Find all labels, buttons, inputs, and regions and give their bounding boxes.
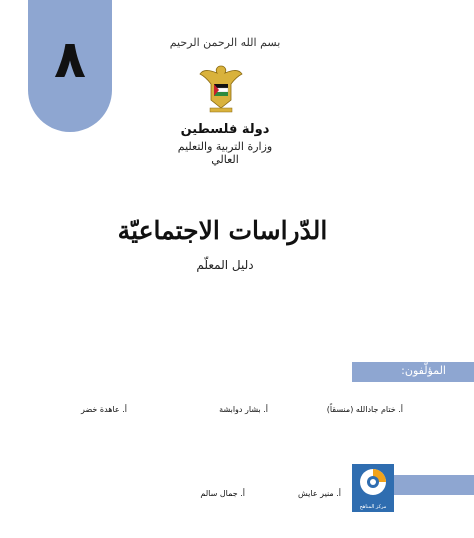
author-name: أ. جمال سالم [200, 489, 245, 498]
palestine-eagle-emblem-icon [198, 62, 244, 114]
grade-tab [28, 0, 112, 132]
author-name: أ. منير عايش [297, 489, 341, 498]
author-name: أ. ختام جادالله (منسقاً) [326, 405, 403, 414]
author-name: أ. بشار دوابشة [219, 405, 268, 414]
basmala: بسم الله الرحمن الرحيم [169, 36, 281, 49]
publisher-name: مركز المناهج [359, 504, 387, 510]
book-subtitle: دليل المعلّم [196, 258, 254, 272]
logo-mark-icon [352, 464, 394, 502]
grade-number: ٨ [54, 30, 86, 90]
state-name: دولة فلسطين [180, 122, 270, 137]
authors-banner [352, 362, 474, 382]
authors-label: المؤلّفون: [401, 364, 446, 377]
author-name: أ. عاهدة خضر [81, 405, 127, 414]
ministry-name: وزارة التربية والتعليم العالي [177, 140, 273, 166]
curriculum-center-logo-icon [352, 464, 394, 512]
book-title: الدّراسات الاجتماعيّة [117, 216, 328, 245]
